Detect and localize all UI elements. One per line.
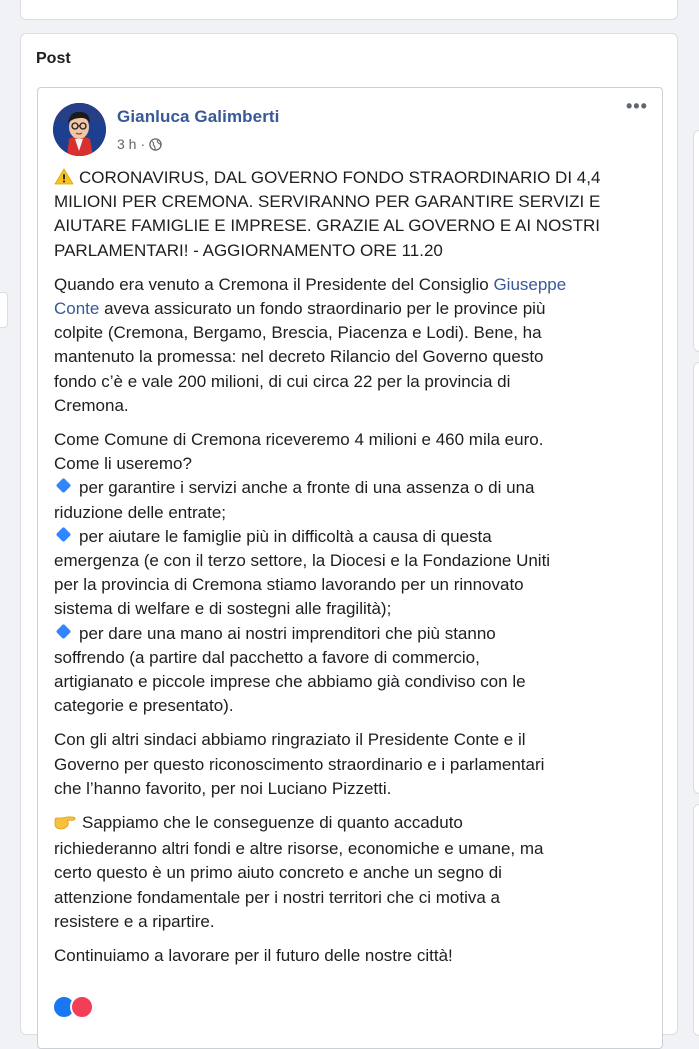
right-side-card (693, 804, 699, 1036)
post-timestamp[interactable]: 3 h (117, 136, 137, 152)
bullet-text: soffrendo (a partire dal pacchetto a favore di commercio, (54, 647, 480, 667)
paragraph-line: Continuiamo a lavorare per il futuro delle nostre città! (54, 946, 453, 966)
mention-link-giuseppe[interactable]: Giuseppe (493, 274, 567, 294)
bullet-text: riduzione delle entrate; (54, 502, 227, 522)
author-name-link[interactable]: Gianluca Galimberti (117, 107, 280, 126)
paragraph-text: aveva assicurato un fondo straordinario per le province più (99, 299, 546, 319)
post-card (37, 87, 663, 1049)
post-body (54, 166, 654, 978)
mention-link-conte[interactable]: Conte (54, 299, 100, 319)
paragraph-line: colpite (Cremona, Bergamo, Brescia, Piacenza e Lodi). Bene, ha (54, 323, 542, 343)
globe-icon[interactable] (149, 138, 162, 151)
headline-line: CORONAVIRUS, DAL GOVERNO FONDO STRAORDINARIO DI 4,4 (79, 168, 601, 187)
intro-paragraph (54, 273, 654, 418)
paragraph-text: Quando era venuto a Cremona il Presidente del Consiglio (54, 274, 494, 294)
funds-paragraph (54, 428, 654, 718)
blue-diamond-icon (56, 478, 72, 494)
paragraph-line: Con gli altri sindaci abbiamo ringraziato il Presidente Conte e il (54, 730, 526, 750)
headline-paragraph (54, 166, 654, 263)
paragraph-line: Come li useremo? (54, 454, 192, 474)
love-icon (70, 995, 94, 1019)
paragraph-line: attenzione fondamentale per i nostri territori che ci motiva a (54, 887, 501, 907)
paragraph-line: resistere e a ripartire. (54, 911, 215, 931)
headline-line: PARLAMENTARI! - AGGIORNAMENTO ORE 11.20 (54, 240, 443, 260)
bullet-text: per aiutare le famiglie più in difficoltà a causa di questa (79, 526, 492, 546)
headline-line: AIUTARE FAMIGLIE E IMPRESE. GRAZIE AL GOVERNO E AI NOSTRI (54, 216, 601, 236)
warning-icon (54, 168, 74, 185)
bullet-text: sistema di welfare e di sostegni alle fragilità); (54, 599, 392, 619)
right-side-card (693, 362, 699, 794)
bullet-text: per la provincia di Cremona stiamo lavorando per un rinnovato (54, 575, 524, 595)
section-title: Post (36, 50, 71, 67)
right-side-card (693, 130, 699, 352)
reactions-summary[interactable] (52, 995, 94, 1019)
left-side-card (0, 292, 8, 328)
bullet-text: per garantire i servizi anche a fronte di una assenza o di una (79, 478, 535, 498)
thanks-paragraph (54, 728, 654, 801)
paragraph-line: mantenuto la promessa: nel decreto Rilancio del Governo questo (54, 347, 544, 367)
paragraph-line: Governo per questo riconoscimento straordinario e i parlamentari (54, 754, 545, 774)
previous-card (20, 0, 678, 20)
more-options-button[interactable]: ••• (626, 96, 648, 116)
avatar[interactable] (53, 103, 106, 156)
closing-paragraph (54, 944, 654, 968)
headline-line: MILIONI PER CREMONA. SERVIRANNO PER GARANTIRE SERVIZI E (54, 192, 601, 212)
paragraph-line: fondo c’è e vale 200 milioni, di cui circa 22 per la provincia di (54, 371, 511, 391)
paragraph-line: richiederanno altri fondi e altre risorse, economiche e umane, ma (54, 839, 544, 859)
blue-diamond-icon (56, 527, 72, 543)
post-meta (117, 136, 162, 152)
blue-diamond-icon (56, 623, 72, 639)
paragraph-line: certo questo è un primo aiuto concreto e anche un segno di (54, 863, 502, 883)
bullet-text: per dare una mano ai nostri imprenditori che più stanno (79, 623, 496, 643)
post-section-card (20, 33, 678, 1035)
pointing-hand-icon (54, 813, 76, 837)
bullet-text: emergenza (e con il terzo settore, la Diocesi e la Fondazione Uniti (54, 551, 551, 571)
paragraph-text: Sappiamo che le conseguenze di quanto accaduto (82, 813, 463, 833)
meta-separator: · (140, 136, 146, 152)
bullet-text: artigianato e piccole imprese che abbiamo già condiviso con le (54, 672, 526, 692)
paragraph-line: che l’hanno favorito, per noi Luciano Pizzetti. (54, 778, 392, 798)
paragraph-line: Come Comune di Cremona riceveremo 4 milioni e 460 mila euro. (54, 430, 544, 450)
paragraph-line: Cremona. (54, 395, 129, 415)
future-paragraph (54, 811, 654, 934)
bullet-text: categorie e presentato). (54, 696, 234, 716)
